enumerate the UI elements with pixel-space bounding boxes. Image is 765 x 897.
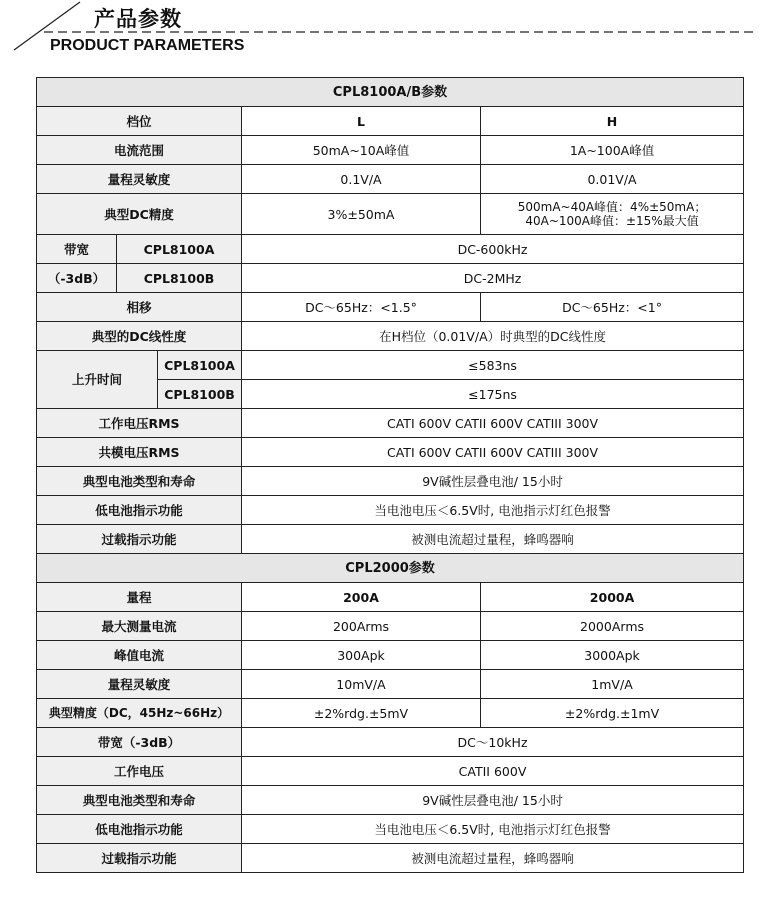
cell-value: 9V碱性层叠电池/ 15小时 bbox=[242, 467, 744, 496]
cell-value: 被测电流超过量程，蜂鸣器响 bbox=[242, 525, 744, 554]
row-label: 共模电压RMS bbox=[37, 438, 242, 467]
cell-h-line1: 500mA~40A峰值：4%±50mA； bbox=[517, 200, 707, 214]
cell-2000a: 2000Arms bbox=[481, 612, 744, 641]
row-label: 量程灵敏度 bbox=[37, 670, 242, 699]
table-row bbox=[37, 612, 744, 641]
page-title: 产品参数 bbox=[94, 7, 182, 31]
table-row bbox=[37, 293, 744, 322]
table-row bbox=[37, 583, 744, 612]
cell-2000a: 3000Apk bbox=[481, 641, 744, 670]
cell-value: DC-600kHz bbox=[242, 235, 744, 264]
parameters-table bbox=[36, 77, 744, 873]
model-label: CPL8100B bbox=[117, 264, 242, 293]
cell-l: 3%±50mA bbox=[242, 194, 481, 235]
page-header bbox=[0, 0, 765, 70]
cell-value: 当电池电压＜6.5V时, 电池指示灯红色报警 bbox=[242, 815, 744, 844]
cell-value: ≤175ns bbox=[242, 380, 744, 409]
table-row bbox=[37, 136, 744, 165]
table-row bbox=[37, 728, 744, 757]
table-row bbox=[37, 670, 744, 699]
row-label: 上升时间 bbox=[37, 351, 158, 409]
cell-h: 0.01V/A bbox=[481, 165, 744, 194]
table-row bbox=[37, 351, 744, 380]
row-label: 低电池指示功能 bbox=[37, 496, 242, 525]
section-header-cpl2000 bbox=[37, 554, 744, 583]
row-label: 峰值电流 bbox=[37, 641, 242, 670]
table-row bbox=[37, 525, 744, 554]
row-label: 典型的DC线性度 bbox=[37, 322, 242, 351]
row-label: （-3dB） bbox=[37, 264, 117, 293]
table-row bbox=[37, 264, 744, 293]
cell-value: CATII 600V bbox=[242, 757, 744, 786]
table-row bbox=[37, 757, 744, 786]
table-row bbox=[37, 641, 744, 670]
row-label: 典型DC精度 bbox=[37, 194, 242, 235]
cell-value: ≤583ns bbox=[242, 351, 744, 380]
section-title: CPL2000参数 bbox=[37, 554, 744, 583]
model-label: CPL8100A bbox=[117, 235, 242, 264]
cell-h bbox=[481, 194, 744, 235]
cell-200a: 10mV/A bbox=[242, 670, 481, 699]
cell-value: 在H档位（0.01V/A）时典型的DC线性度 bbox=[242, 322, 744, 351]
row-label: 带宽（-3dB） bbox=[37, 728, 242, 757]
cell-l: 0.1V/A bbox=[242, 165, 481, 194]
cell-h: 1A~100A峰值 bbox=[481, 136, 744, 165]
table-row bbox=[37, 844, 744, 873]
row-label: 电流范围 bbox=[37, 136, 242, 165]
table-row bbox=[37, 322, 744, 351]
row-label: 工作电压RMS bbox=[37, 409, 242, 438]
cell-h: DC～65Hz：<1° bbox=[481, 293, 744, 322]
row-label: 低电池指示功能 bbox=[37, 815, 242, 844]
table-row bbox=[37, 165, 744, 194]
cell-value: DC～10kHz bbox=[242, 728, 744, 757]
cell-l: DC～65Hz：<1.5° bbox=[242, 293, 481, 322]
table-row bbox=[37, 409, 744, 438]
cell-value: CATI 600V CATII 600V CATIII 300V bbox=[242, 438, 744, 467]
cell-value: 被测电流超过量程，蜂鸣器响 bbox=[242, 844, 744, 873]
table-row bbox=[37, 815, 744, 844]
row-label: 过载指示功能 bbox=[37, 525, 242, 554]
cell-value: 当电池电压＜6.5V时, 电池指示灯红色报警 bbox=[242, 496, 744, 525]
row-label: 相移 bbox=[37, 293, 242, 322]
table-row bbox=[37, 786, 744, 815]
row-label: 典型精度（DC，45Hz~66Hz） bbox=[37, 699, 242, 728]
row-label: 典型电池类型和寿命 bbox=[37, 467, 242, 496]
cell-200a: 200A bbox=[242, 583, 481, 612]
section-header-cpl8100 bbox=[37, 78, 744, 107]
cell-2000a: ±2%rdg.±1mV bbox=[481, 699, 744, 728]
table-row bbox=[37, 438, 744, 467]
row-label: 档位 bbox=[37, 107, 242, 136]
table-row bbox=[37, 467, 744, 496]
row-label: 过载指示功能 bbox=[37, 844, 242, 873]
cell-2000a: 2000A bbox=[481, 583, 744, 612]
row-label: 典型电池类型和寿命 bbox=[37, 786, 242, 815]
cell-value: 9V碱性层叠电池/ 15小时 bbox=[242, 786, 744, 815]
row-label: 量程 bbox=[37, 583, 242, 612]
table-row bbox=[37, 235, 744, 264]
table-row bbox=[37, 496, 744, 525]
table-row bbox=[37, 699, 744, 728]
cell-l: L bbox=[242, 107, 481, 136]
page-subtitle: PRODUCT PARAMETERS bbox=[50, 37, 245, 54]
cell-h-line2: 40A~100A峰值：±15%最大值 bbox=[525, 214, 699, 228]
cell-200a: 300Apk bbox=[242, 641, 481, 670]
row-label: 带宽 bbox=[37, 235, 117, 264]
cell-2000a: 1mV/A bbox=[481, 670, 744, 699]
row-label: 最大测量电流 bbox=[37, 612, 242, 641]
table-row bbox=[37, 194, 744, 235]
cell-l: 50mA~10A峰值 bbox=[242, 136, 481, 165]
cell-value: DC-2MHz bbox=[242, 264, 744, 293]
row-label: 量程灵敏度 bbox=[37, 165, 242, 194]
cell-h: H bbox=[481, 107, 744, 136]
cell-200a: 200Arms bbox=[242, 612, 481, 641]
section-title: CPL8100A/B参数 bbox=[37, 78, 744, 107]
model-label: CPL8100A bbox=[158, 351, 242, 380]
model-label: CPL8100B bbox=[158, 380, 242, 409]
cell-value: CATI 600V CATII 600V CATIII 300V bbox=[242, 409, 744, 438]
row-label: 工作电压 bbox=[37, 757, 242, 786]
table-row bbox=[37, 107, 744, 136]
cell-200a: ±2%rdg.±5mV bbox=[242, 699, 481, 728]
